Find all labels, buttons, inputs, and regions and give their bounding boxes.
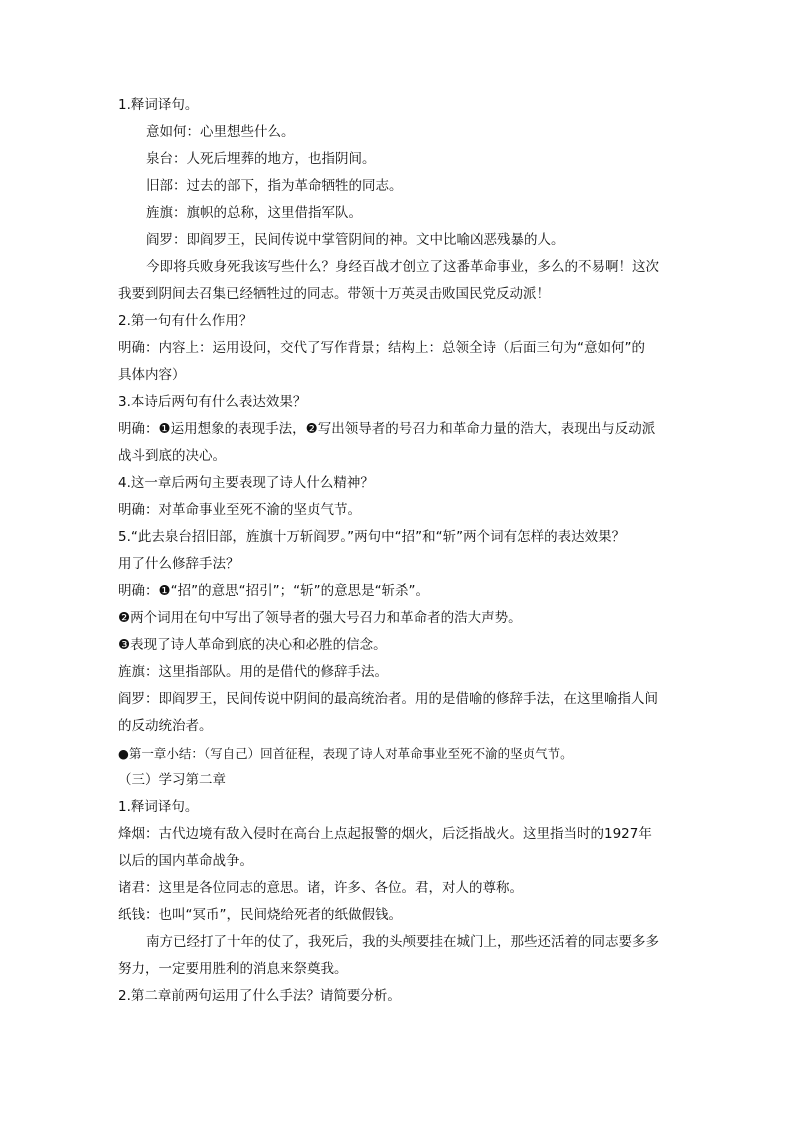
answer-line: 战斗到底的决心。 [118, 448, 226, 464]
answer-line: 明确：❶“招”的意思“招引”；“斩”的意思是“斩杀”。 [118, 583, 430, 599]
answer-line: 旌旗：这里指部队。用的是借代的修辞手法。 [118, 664, 388, 680]
answer-line: ❷两个词用在句中写出了领导者的强大号召力和革命者的浩大声势。 [118, 610, 522, 626]
definition-line: 阎罗：即阎罗王，民间传说中掌管阴间的神。文中比喻凶恶残暴的人。 [146, 232, 565, 248]
definition-line: 泉台：人死后埋葬的地方，也指阴间。 [146, 151, 376, 167]
answer-line: 的反动统治者。 [118, 718, 213, 734]
definition-line: 以后的国内革命战争。 [118, 853, 253, 869]
definition-line: 旧部：过去的部下，指为革命牺牲的同志。 [146, 178, 403, 194]
question-line: 2.第二章前两句运用了什么手法？请简要分析。 [118, 988, 401, 1004]
heading-1: 1.释词译句。 [118, 97, 199, 113]
question-line: 3.本诗后两句有什么表达效果？ [118, 394, 307, 410]
definition-line: 纸钱：也叫“冥币”，民间烧给死者的纸做假钱。 [118, 907, 402, 923]
definition-line: 意如何：心里想些什么。 [146, 124, 295, 140]
translation-line: 南方已经打了十年的仗了，我死后，我的头颅要挂在城门上，那些还活着的同志要多多 [146, 934, 659, 950]
question-line: 5.“此去泉台招旧部，旌旗十万斩阎罗。”两句中“招”和“斩”两个词有怎样的表达效果？ [118, 529, 626, 545]
definition-line: 诸君：这里是各位同志的意思。诸，许多、各位。君，对人的尊称。 [118, 880, 523, 896]
question-line: 2.第一句有什么作用？ [118, 313, 253, 329]
answer-line: 具体内容） [118, 367, 186, 383]
answer-line: 明确：对革命事业至死不渝的坚贞气节。 [118, 502, 361, 518]
definition-line: 烽烟：古代边境有敌入侵时在高台上点起报警的烟火，后泛指战火。这里指当时的1927年 [118, 826, 652, 842]
question-line: 4.这一章后两句主要表现了诗人什么精神？ [118, 475, 374, 491]
question-line: 用了什么修辞手法？ [118, 556, 240, 572]
translation-line: 努力，一定要用胜利的消息来祭奠我。 [118, 961, 348, 977]
answer-line: ❸表现了诗人革命到底的决心和必胜的信念。 [118, 637, 387, 653]
chapter-summary: ●第一章小结：（写自己）回首征程，表现了诗人对革命事业至死不渝的坚贞气节。 [118, 746, 573, 761]
definition-line: 旌旗：旗帜的总称，这里借指军队。 [146, 205, 362, 221]
translation-line: 我要到阴间去召集已经牺牲过的同志。带领十万英灵击败国民党反动派！ [118, 286, 550, 302]
section-heading: （三）学习第二章 [118, 772, 226, 788]
heading-1: 1.释词译句。 [118, 799, 199, 815]
answer-line: 阎罗：即阎罗王，民间传说中阴间的最高统治者。用的是借喻的修辞手法，在这里喻指人间 [118, 691, 658, 707]
translation-line: 今即将兵败身死我该写些什么？身经百战才创立了这番革命事业，多么的不易啊！这次 [146, 259, 659, 275]
answer-line: 明确：❶运用想象的表现手法，❷写出领导者的号召力和革命力量的浩大，表现出与反动派 [118, 421, 656, 437]
answer-line: 明确：内容上：运用设问，交代了写作背景；结构上：总领全诗（后面三句为“意如何”的 [118, 340, 645, 356]
document-page [118, 92, 678, 1010]
